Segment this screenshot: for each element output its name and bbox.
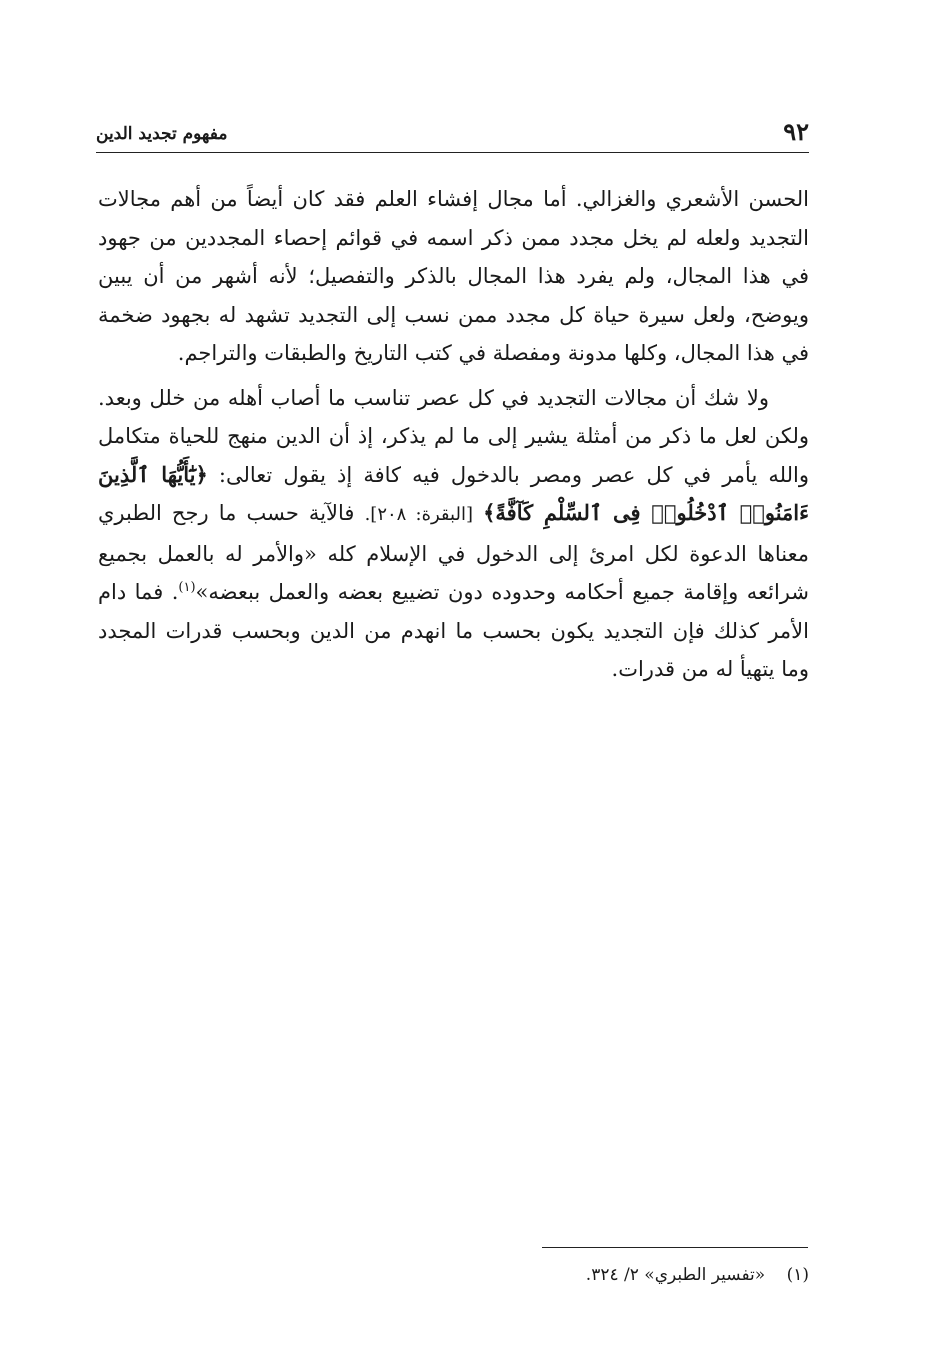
paragraph-2: [98, 379, 809, 689]
footnote: [400, 1262, 809, 1288]
footnote-text: «تفسير الطبري» ٢/ ٣٢٤.: [585, 1265, 766, 1285]
chapter-title: مفهوم تجديد الدين: [96, 124, 228, 144]
main-text: [98, 180, 809, 689]
footnote-reference-marker[interactable]: (١): [178, 580, 196, 595]
quran-reference: [البقرة: ٢٠٨].: [364, 504, 473, 525]
footnote-separator: [542, 1247, 808, 1248]
running-header: [96, 112, 809, 153]
paragraph-2-intro: ولا شك أن مجالات التجديد في كل عصر تناسب ما أصاب أهله من خلل وبعد. ولكن لعل ما ذكر من أمثلة يشير إلى ما لم يذكر، إذ أن الدين منهج للحياة متكامل والله يأمر في كل عصر ومصر بالدخول فيه كافة إذ يقول تعالى:: [98, 385, 809, 487]
paragraph-2-conclusion: . فما دام الأمر كذلك فإن التجديد يكون بحسب ما انهدم من الدين وبحسب قدرات المجدد وما يتهيأ له من قدرات.: [98, 580, 809, 681]
paragraph-1: الحسن الأشعري والغزالي. أما مجال إفشاء العلم فقد كان أيضاً من أهم مجالات التجديد ولعله لم يخل مجدد ممن ذكر اسمه في قوائم إحصاء المجددين من جهود في هذا المجال، ولم يفرد هذا المجال بالذكر والتفصيل؛ لأنه أشهر من أن يبين ويوضح، ولعل سيرة حياة كل مجدد ممن نسب إلى التجديد تشهد له بجهود ضخمة في هذا المجال، وكلها مدونة ومفصلة في كتب التاريخ والطبقات والتراجم.: [98, 187, 809, 365]
quran-verse: ﴿يَٰٓأَيُّهَا ٱلَّذِينَ ءَامَنُوا۟ ٱدْخُلُوا۟ فِى ٱلسِّلْمِ كَآفَّةً﴾: [98, 461, 809, 525]
footnote-number: (١): [786, 1265, 809, 1285]
page-number: ٩٢: [783, 117, 809, 146]
paragraph-2-tafsir-quote: فالآية حسب ما رجح الطبري معناها الدعوة لكل امرئ إلى الدخول في الإسلام كله «والأمر له بالعمل بجميع شرائعه وإقامة جميع أحكامه وحدوده دون تضييع بعضه والعمل ببعضه»: [98, 501, 809, 604]
